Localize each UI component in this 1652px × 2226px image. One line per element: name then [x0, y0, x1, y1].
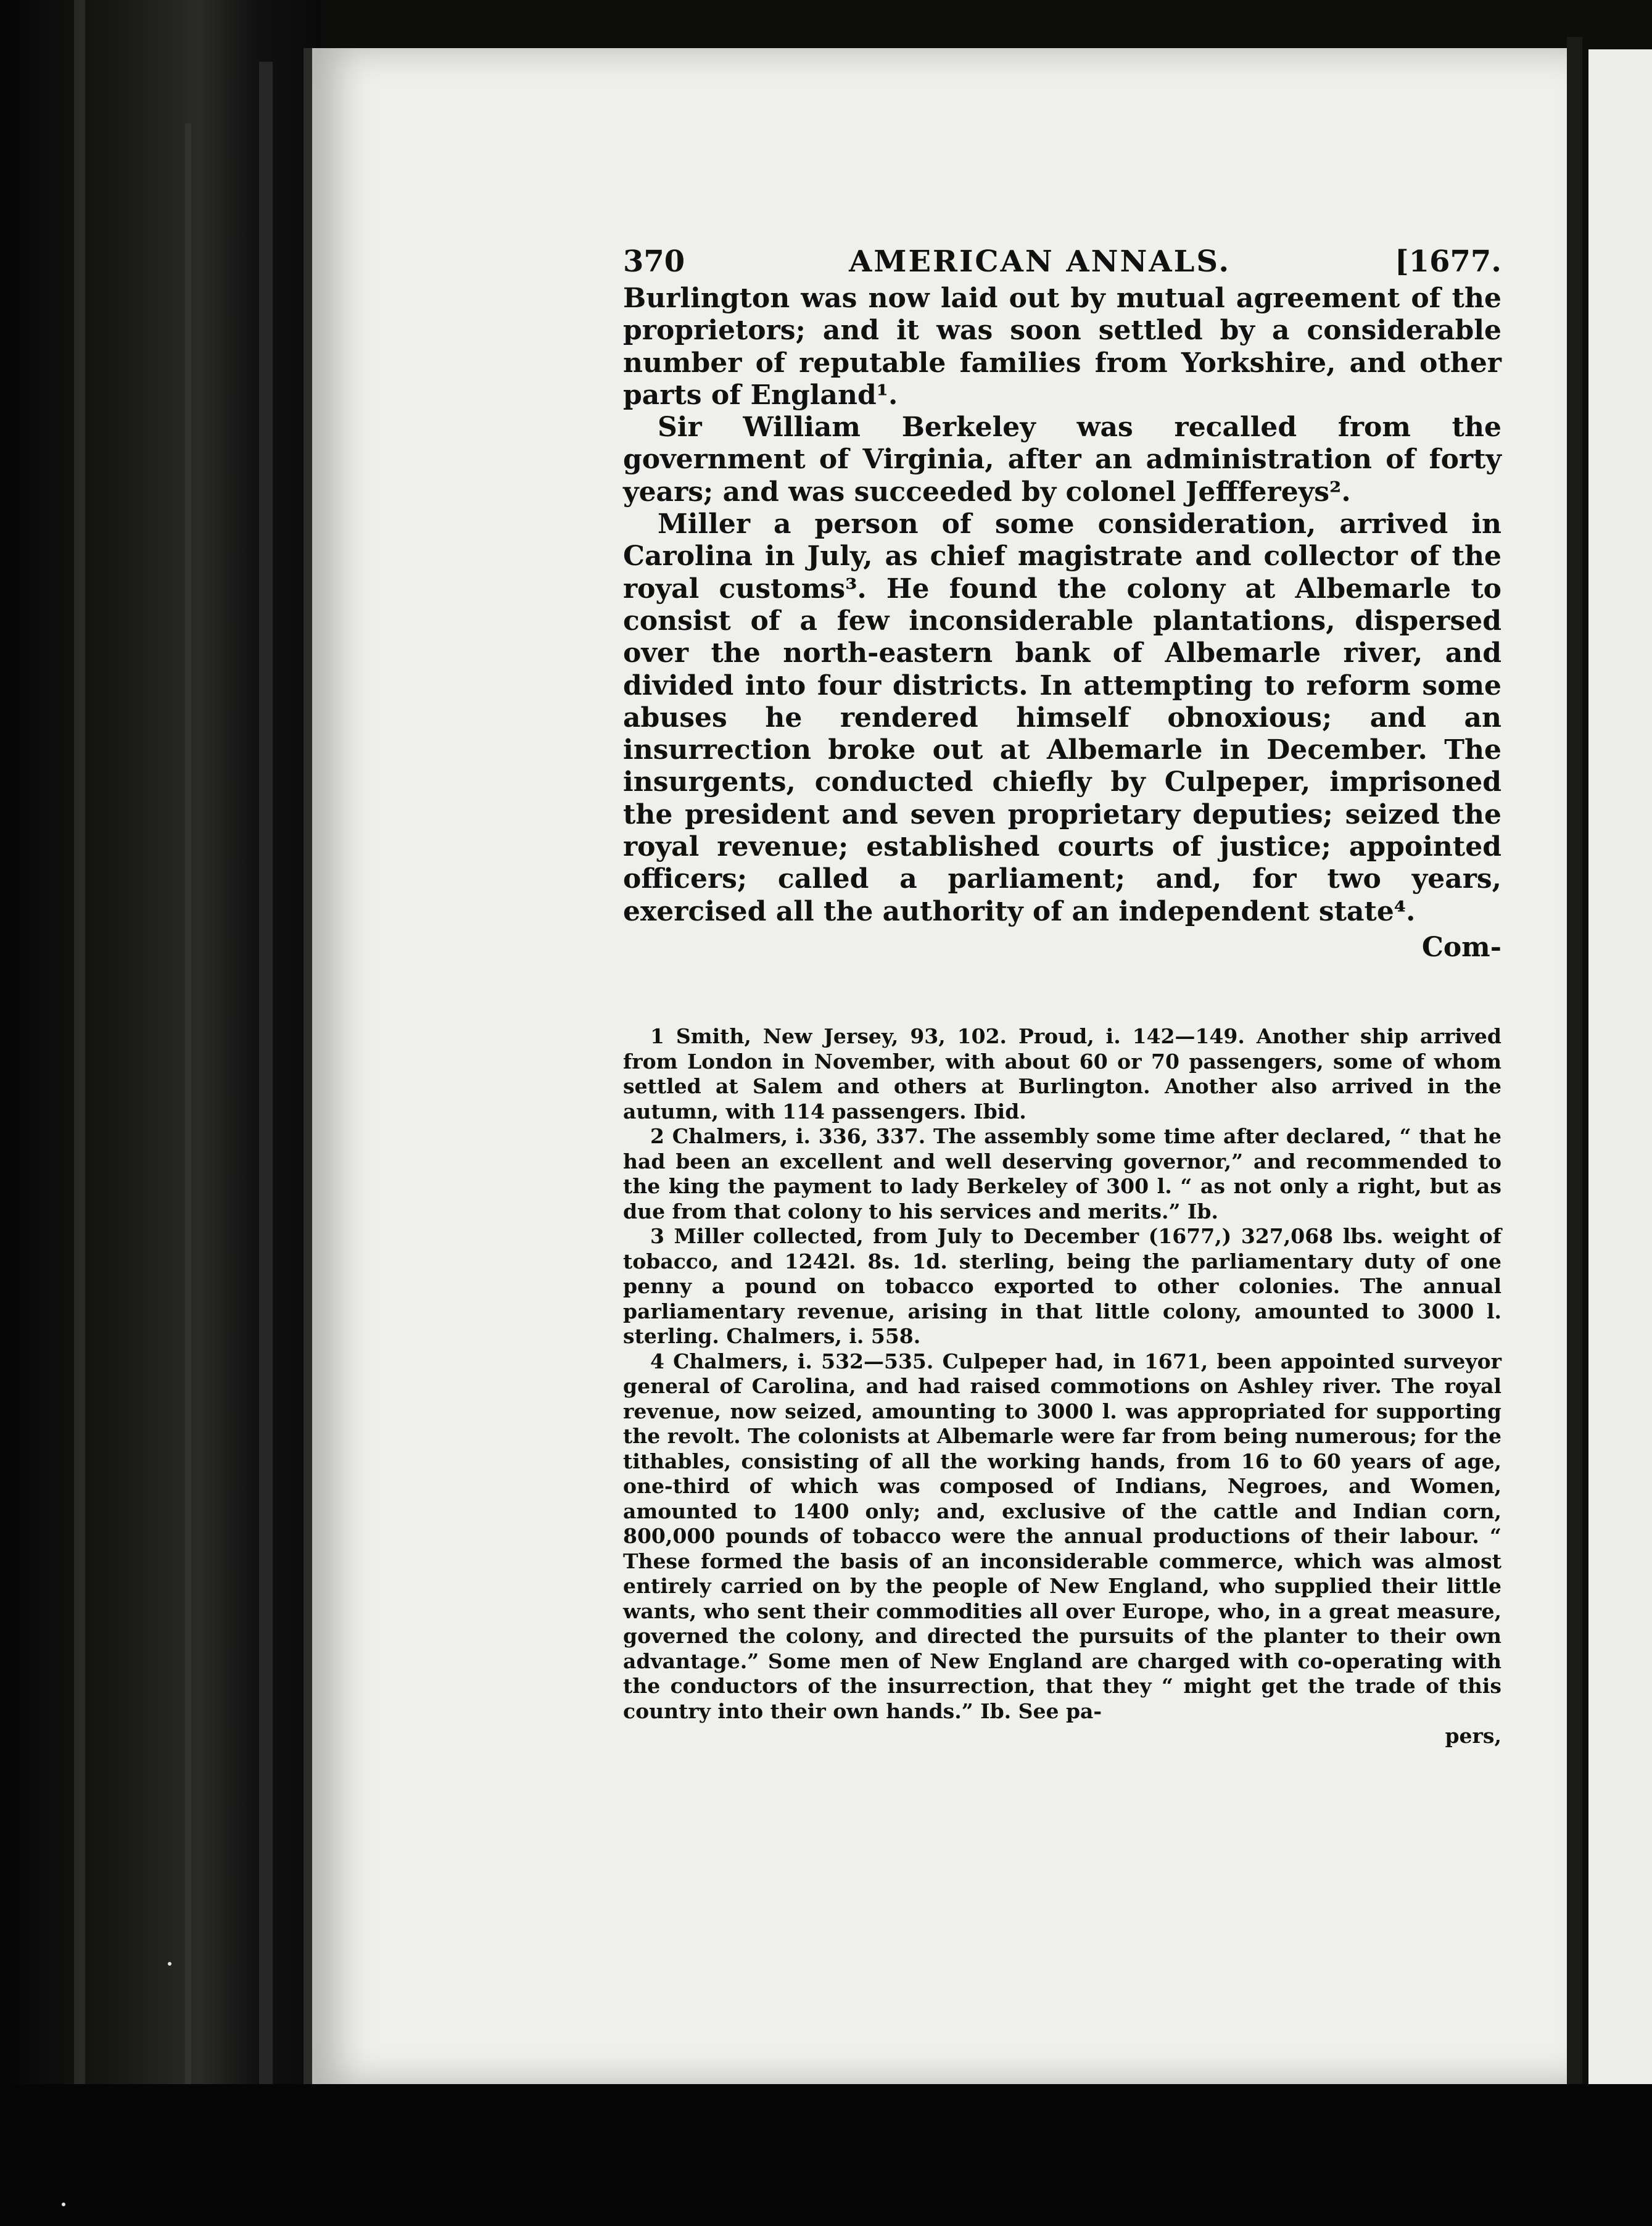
paragraph: Burlington was now laid out by mutual agreement of the proprietors; and it was soon settled by a considerable number of reputable families from Yorkshire, and other parts of England¹. [623, 283, 1501, 411]
binding-streak [185, 123, 191, 2098]
page-edge-shadow [1567, 37, 1582, 2092]
footnote-catchword: pers, [1445, 1724, 1501, 1748]
footnote: 2 Chalmers, i. 336, 337. The assembly some time after declared, “ that he had been an excellent and well deserving governor,” and recommended to the king the payment to lady Berkeley of 300 l. “ as not only a right, but as due from that colony to his services and merits.” Ib. [623, 1124, 1501, 1223]
footnote: 4 Chalmers, i. 532—535. Culpeper had, in 1671, been appointed surveyor general of Carolina, and had raised commotions on Ashley river. The royal revenue, now seized, amounting to 3000 l. was appropriated for supporting the revolt. The colonists at Albemarle were far from being numerous; for the tithables, consisting of all the working hands, from 16 to 60 years of age, one-third of which was composed of Indians, Negroes, and Women, amounted to 1400 only; and, exclusive of the cattle and Indian corn, 800,000 pounds of tobacco were the annual productions of their labour. “ These formed the basis of an inconsiderable commerce, which was almost entirely carried on by the people of New England, who supplied their little wants, who sent their commodities all over Europe, who, in a great measure, governed the colony, and directed the pursuits of the planter to their own advantage.” Some men of New England are charged with co-operating with the conductors of the insurrection, that they “ might get the trade of this country into their own hands.” Ib. See pa- [623, 1349, 1501, 1723]
binding-streak [74, 0, 85, 2221]
paragraph: Sir William Berkeley was recalled from the government of Virginia, after an administration of forty years; and was succeeded by colonel Jefffereys². [623, 412, 1501, 508]
footnote: 3 Miller collected, from July to December (1677,) 327,068 lbs. weight of tobacco, and 1242l. 8s. 1d. sterling, being the parliamentary duty of one penny a pound on tobacco exported to other colonies. The annual parliamentary revenue, arising in that little colony, amounted to 3000 l. sterling. Chalmers, i. 558. [623, 1224, 1501, 1348]
paragraph: Miller a person of some consideration, arrived in Carolina in July, as chief magistrate and collector of the royal customs³. He found the colony at Albemarle to consist of a few inconsiderable plantations, dispersed over the north-eastern bank of Albemarle river, and divided into four districts. In attempting to reform some abuses he rendered himself obnoxious; and an insurrection broke out at Albemarle in December. The insurgents, conducted chiefly by Culpeper, imprisoned the president and seven proprietary deputies; seized the royal revenue; established courts of justice; appointed officers; called a parliament; and, for two years, exercised all the authority of an independent state⁴. [623, 508, 1501, 927]
dust-speck [62, 2203, 65, 2206]
page-number: 370 [623, 244, 685, 279]
book-binding-gutter [0, 0, 321, 2226]
footnotes [623, 1024, 1501, 1748]
body-text [623, 283, 1501, 928]
dust-speck [168, 1962, 171, 1966]
binding-streak [259, 62, 273, 2098]
scan-bottom-background [0, 2084, 1652, 2226]
footnote: 1 Smith, New Jersey, 93, 102. Proud, i. 142—149. Another ship arrived from London in November, with about 60 or 70 passengers, some of whom settled at Salem and others at Burlington. Another also arrived in the autumn, with 114 passengers. Ibid. [623, 1024, 1501, 1123]
main-text-block [623, 242, 1501, 966]
running-header [623, 242, 1501, 281]
adjacent-page-strip [1588, 49, 1652, 2098]
year-marker: [1677. [1394, 244, 1501, 279]
running-title: AMERICAN ANNALS. [849, 244, 1231, 279]
catchword: Com- [1421, 931, 1501, 963]
